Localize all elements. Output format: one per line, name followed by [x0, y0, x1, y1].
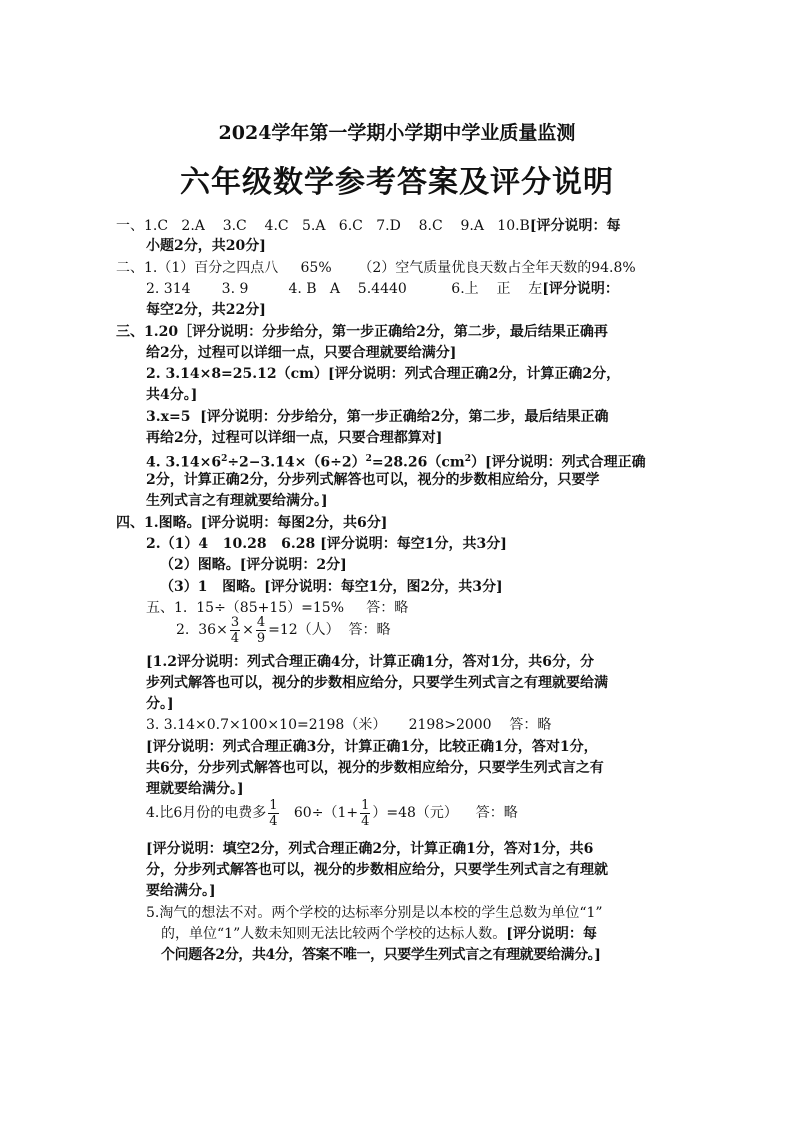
section-5-note-5: 共6分，分步列式解答也可以，视分的步数相应给分，只要学生列式言之有 — [146, 760, 604, 776]
section-5-question-5-line-2: 的，单位“1”人数未知则无法比较两个学校的达标人数。[评分说明：每 — [161, 926, 597, 942]
section-5-note-4: [评分说明：列式合理正确3分，计算正确1分，比较正确1分，答对1分， — [146, 739, 598, 755]
section-2-line-2: 2. 314 3. 9 4. B A 5.4440 6.上 正 左[评分说明： — [146, 281, 619, 297]
section-3-line-7: 4. $3.14\times 6^2\div 2-3.14\times(6\div 2)^2=28.26(cm^2)$[评分说明：列式合理正确 — [146, 454, 646, 471]
section-5-question-1: 五、1. 15÷（85+15）=15% 答：略 — [146, 600, 409, 616]
section-1-line-1: 一、1.C 2.A 3.C 4.C 5.A 6.C 7.D 8.C 9.A 10.B[评分说明：每 — [116, 218, 621, 234]
fraction-three-fourths: $\frac{3}{4}$ — [230, 614, 240, 646]
section-5-note-7: [评分说明：填空2分，列式合理正确2分，计算正确1分，答对1分，共6 — [146, 841, 594, 857]
section-5-note-8: 分，分步列式解答也可以，视分的步数相应给分，只要学生列式言之有理就 — [146, 862, 608, 878]
section-2-line-1: 二、1.（1）百分之四点八 65% （2）空气质量优良天数占全年天数的94.8% — [116, 260, 636, 276]
section-3-line-5: 3.x=5 [评分说明：分步给分，第一步正确给2分，第二步，最后结果正确 — [146, 409, 609, 425]
section-4-line-3: （2）图略。[评分说明：2分] — [160, 557, 347, 573]
section-5-question-2: 2. 36× $\frac{3}{4}$ × $\frac{4}{9}$ =12（人） 答：略 — [176, 614, 391, 646]
section-5-question-5-line-3: 个问题各2分，共4分，答案不唯一，只要学生列式言之有理就要给满分。] — [161, 947, 601, 963]
section-3-line-4: 共4分。] — [146, 387, 198, 403]
section-3-line-6: 再给2分，过程可以详细一点，只要合理都算对] — [146, 430, 443, 446]
section-4-line-4: （3）1 图略。[评分说明：每空1分，图2分，共3分] — [160, 579, 503, 595]
fraction-one-fourth-2: $\frac{1}{4}$ — [361, 797, 370, 829]
section-3-line-8: 2分，计算正确2分，分步列式解答也可以，视分的步数相应给分，只要学 — [146, 472, 600, 488]
section-5-question-3: 3. 3.14×0.7×100×10=2198（米） 2198>2000 答：略 — [146, 717, 552, 733]
section-4-line-2: 2.（1）4 10.28 6.28 [评分说明：每空1分，共3分] — [146, 536, 507, 552]
section-3-line-9: 生列式言之有理就要给满分。] — [146, 493, 328, 509]
section-5-note-1: [1.2评分说明：列式合理正确4分，计算正确1分，答对1分，共6分，分 — [146, 654, 594, 670]
section-4-line-1: 四、1.图略。[评分说明：每图2分，共6分] — [116, 515, 388, 531]
section-5-note-3: 分。] — [146, 696, 174, 712]
section-5-note-2: 步列式解答也可以，视分的步数相应给分，只要学生列式言之有理就要给满 — [146, 675, 608, 691]
answer-key-title: 六年级数学参考答案及评分说明 — [180, 165, 614, 200]
section-3-line-3: 2. 3.14×8=25.12（cm）[评分说明：列式合理正确2分，计算正确2分， — [146, 366, 621, 382]
exam-title: 2024学年第一学期小学期中学业质量监测 — [218, 122, 576, 144]
section-3-line-2: 给2分，过程可以详细一点，只要合理就要给满分] — [146, 345, 457, 361]
fraction-four-ninths: $\frac{4}{9}$ — [256, 614, 266, 646]
section-5-question-5-line-1: 5.淘气的想法不对。两个学校的达标率分别是以本校的学生总数为单位“1” — [146, 905, 603, 921]
section-2-line-3: 每空2分，共22分] — [146, 302, 266, 318]
section-5-note-6: 理就要给满分。] — [146, 781, 244, 797]
section-5-question-4: 4.比6月份的电费多 $\frac{1}{4}$ 60÷（1+ $\frac{1}{4}$ ）=48（元） 答：略 — [146, 797, 518, 829]
section-3-line-1: 三、1.20［评分说明：分步给分，第一步正确给2分，第二步，最后结果正确再 — [116, 324, 608, 340]
fraction-one-fourth: $\frac{1}{4}$ — [269, 797, 278, 829]
section-1-line-2: 小题2分，共20分] — [146, 238, 266, 254]
section-5-note-9: 要给满分。] — [146, 883, 216, 899]
